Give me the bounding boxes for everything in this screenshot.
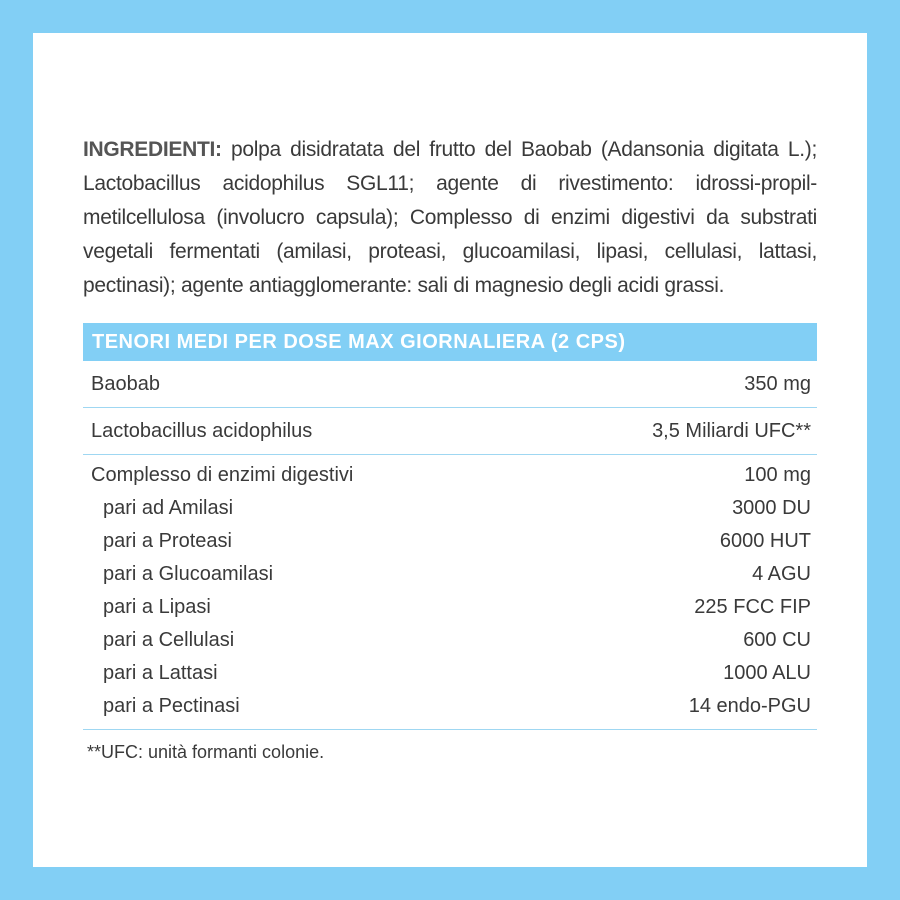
enzyme-row: [91, 558, 811, 591]
enzyme-row: [91, 657, 811, 690]
row-value: 3,5 Miliardi UFC**: [652, 419, 811, 442]
enzyme-name: pari a Proteasi: [103, 530, 232, 552]
footnote: **UFC: unità formanti colonie.: [87, 742, 325, 762]
enzyme-value: 600 CU: [743, 629, 811, 651]
enzyme-value: 225 FCC FIP: [694, 596, 811, 618]
ingredients-text: polpa disidratata del frutto del Baobab (Adansonia digitata L.); Lactobacillus acidophilus SGL11; agente di rivestimento: idrossi-propil-metilcellulosa (involucro capsula); Complesso di enzimi digestivi da substrati vegetali fermentati (amilasi, proteasi, glucoamilasi, lipasi, cellulasi, lattasi, pectinasi); agente antiagglomerante: sali di magnesio degli acidi grassi.: [83, 138, 817, 297]
group-name: Complesso di enzimi digestivi: [91, 464, 354, 486]
enzyme-row: [91, 591, 811, 624]
label-content: [83, 133, 817, 763]
row-name: Lactobacillus acidophilus: [91, 419, 313, 442]
enzyme-name: pari ad Amilasi: [103, 497, 234, 519]
enzyme-name: pari a Glucoamilasi: [103, 563, 274, 585]
ingredients-paragraph: [83, 133, 817, 303]
nutrition-table: [83, 323, 817, 730]
enzyme-row: [91, 624, 811, 657]
enzyme-name: pari a Lipasi: [103, 596, 211, 618]
table-header: TENORI MEDI PER DOSE MAX GIORNALIERA (2 CPS): [83, 323, 817, 361]
ingredients-label: INGREDIENTI:: [83, 138, 222, 161]
enzyme-value: 6000 HUT: [719, 530, 811, 552]
enzyme-row: [91, 525, 811, 558]
row-name: Baobab: [91, 372, 160, 395]
row-value: 350 mg: [744, 372, 811, 395]
enzyme-value: 1000 ALU: [723, 662, 811, 684]
enzyme-row: [91, 492, 811, 525]
enzyme-name: pari a Cellulasi: [103, 629, 235, 651]
enzyme-group: [83, 455, 817, 730]
group-value: 100 mg: [744, 464, 811, 486]
enzyme-value: 14 endo-PGU: [688, 695, 811, 717]
group-row: [91, 459, 811, 492]
enzyme-value: 3000 DU: [732, 497, 811, 519]
table-row: [83, 361, 817, 408]
enzyme-row: [91, 690, 811, 723]
enzyme-name: pari a Pectinasi: [103, 695, 240, 717]
enzyme-name: pari a Lattasi: [103, 662, 218, 684]
enzyme-value: 4 AGU: [752, 563, 811, 585]
label-panel: [33, 33, 867, 867]
table-row: [83, 408, 817, 455]
